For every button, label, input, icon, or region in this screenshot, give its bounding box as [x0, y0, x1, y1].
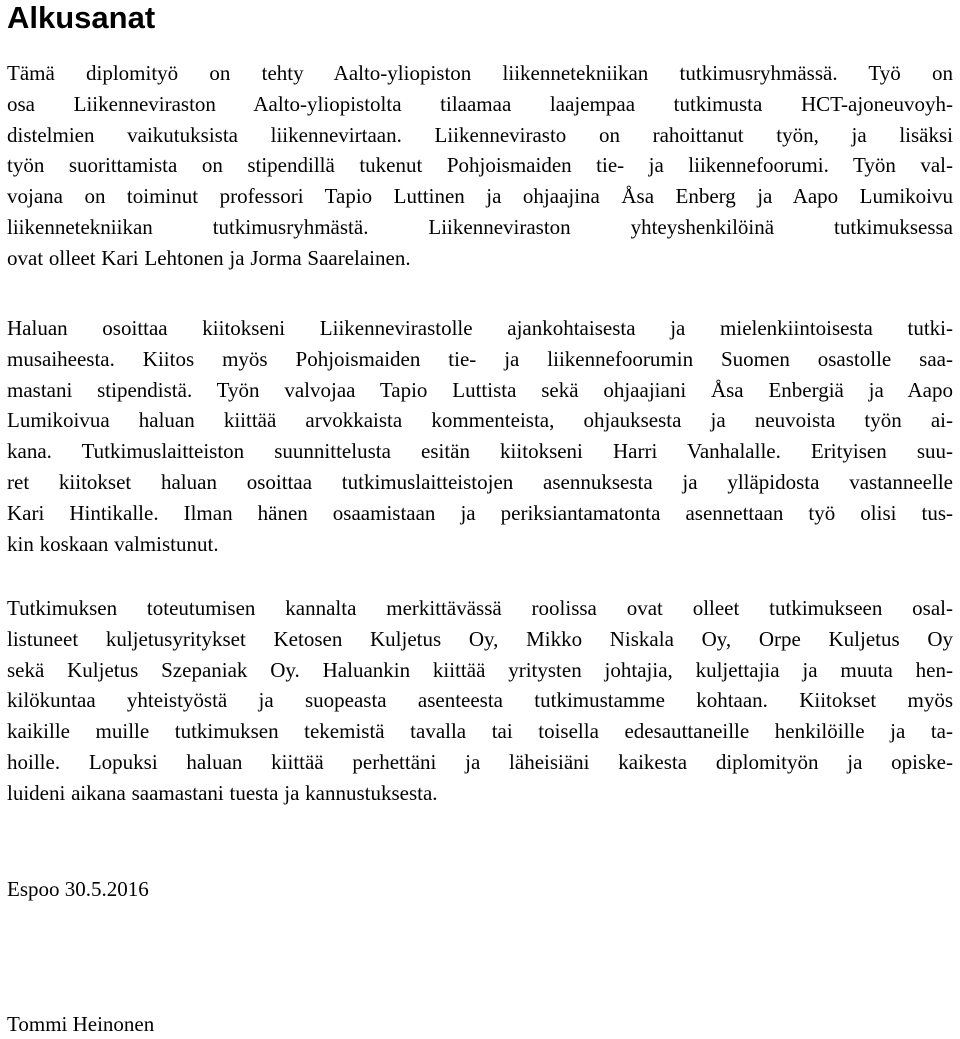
text-line: kana. Tutkimuslaitteiston suunnittelusta esitän kiitokseni Harri Vanhalalle. Erityisen suu- — [7, 439, 953, 464]
text-line: osa Liikenneviraston Aalto-yliopistolta tilaamaa laajempaa tutkimusta HCT-ajoneuvoyh- — [7, 91, 953, 116]
text-line: Kari Hintikalle. Ilman hänen osaamistaan ja periksiantamatonta asennettaan työ olisi tus- — [7, 500, 953, 525]
text-line: Tutkimuksen toteutumisen kannalta merkittävässä roolissa ovat olleet tutkimukseen osal- — [7, 596, 953, 620]
text-line: työn suorittamista on stipendillä tukenut Pohjoismaiden tie- ja liikennefoorumi. Työn val- — [7, 153, 953, 178]
text-line: hoille. Lopuksi haluan kiittää perhettäni ja läheisiäni kaikesta diplomityön ja opiske- — [7, 749, 953, 774]
text-line: distelmien vaikutuksista liikennevirtaan. Liikennevirasto on rahoittanut työn, ja lisäksi — [7, 122, 953, 147]
text-line: kilökuntaa yhteistyöstä ja suopeasta asenteesta tutkimustamme kohtaan. Kiitokset myös — [7, 688, 953, 713]
place-date: Espoo 30.5.2016 — [7, 877, 149, 901]
text-line: Haluan osoittaa kiitokseni Liikennevirastolle ajankohtaisesta ja mielenkiintoisesta tutki- — [7, 316, 953, 340]
author-name: Tommi Heinonen — [7, 1012, 155, 1036]
text-line: liikennetekniikan tutkimusryhmästä. Liikenneviraston yhteyshenkilöinä tutkimuksessa — [7, 214, 953, 239]
document-page — [7, 0, 953, 1036]
text-line: kaikille muille tutkimuksen tekemistä tavalla tai toisella edesauttaneille henkilöille ja ta- — [7, 719, 953, 744]
text-line: mastani stipendistä. Työn valvojaa Tapio Luttista sekä ohjaajiani Åsa Enbergiä ja Aapo — [7, 377, 953, 402]
text-line: luideni aikana saamastani tuesta ja kannustuksesta. — [7, 780, 438, 805]
text-line: vojana on toiminut professori Tapio Luttinen ja ohjaajina Åsa Enberg ja Aapo Lumikoivu — [7, 184, 953, 209]
text-line: ovat olleet Kari Lehtonen ja Jorma Saarelainen. — [7, 245, 411, 270]
paragraph-3 — [7, 593, 953, 809]
text-line: Lumikoivua haluan kiittää arvokkaista kommenteista, ohjauksesta ja neuvoista työn ai- — [7, 408, 953, 433]
text-line: musaiheesta. Kiitos myös Pohjoismaiden tie- ja liikennefoorumin Suomen osastolle saa- — [7, 346, 953, 371]
page-title: Alkusanat — [7, 0, 156, 35]
text-line: listuneet kuljetusyritykset Ketosen Kuljetus Oy, Mikko Niskala Oy, Orpe Kuljetus Oy — [7, 626, 953, 651]
text-line: kin koskaan valmistunut. — [7, 531, 219, 556]
paragraph-2 — [7, 313, 953, 559]
paragraph-1 — [7, 58, 953, 274]
text-line: sekä Kuljetus Szepaniak Oy. Haluankin kiittää yritysten johtajia, kuljettajia ja muuta hen- — [7, 657, 953, 682]
text-line: Tämä diplomityö on tehty Aalto-yliopiston liikennetekniikan tutkimusryhmässä. Työ on — [7, 61, 953, 85]
text-line: ret kiitokset haluan osoittaa tutkimuslaitteistojen asennuksesta ja ylläpidosta vastanneelle — [7, 469, 953, 494]
